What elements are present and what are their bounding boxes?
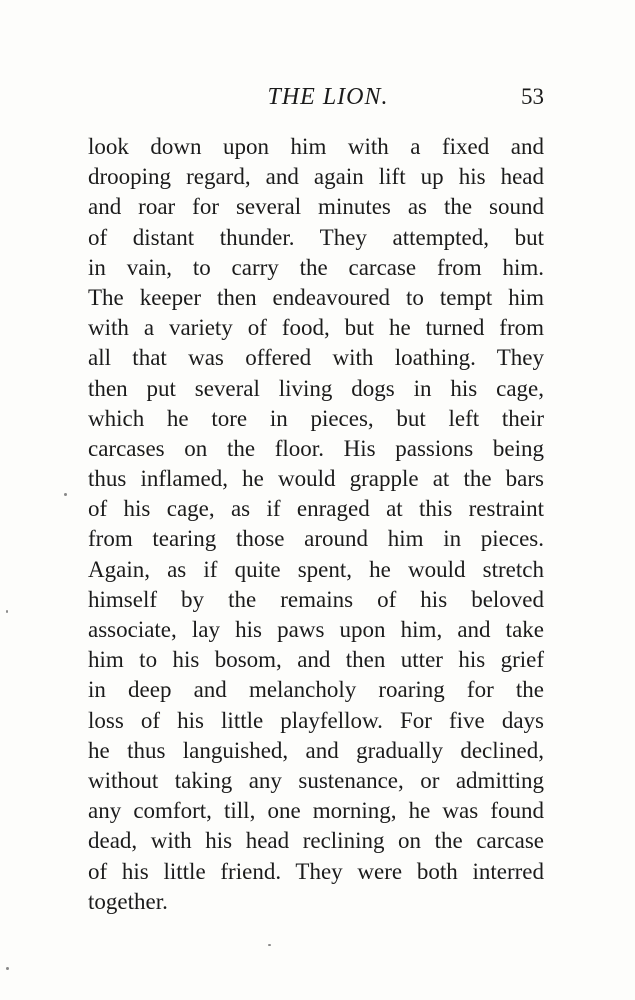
paper-speck — [64, 493, 67, 496]
text-line: him to his bosom, and then utter his grief — [88, 647, 544, 673]
text-line: carcases on the floor. His passions being — [88, 435, 544, 461]
text-line: then put several living dogs in his cage, — [88, 375, 544, 401]
text-line: of his cage, as if enraged at this restraint — [88, 496, 544, 522]
text-line: associate, lay his paws upon him, and take — [88, 617, 544, 642]
text-line: all that was offered with loathing. They — [88, 345, 544, 371]
paper-speck — [6, 967, 9, 970]
text-line: Again, as if quite spent, he would stretch — [88, 556, 544, 582]
running-head — [88, 84, 544, 118]
page-number: 53 — [521, 84, 544, 109]
text-line: drooping regard, and again lift up his head — [88, 164, 544, 190]
text-line: together. — [88, 888, 168, 914]
text-line: of his little friend. They were both interred — [88, 858, 544, 884]
text-line: with a variety of food, but he turned from — [88, 315, 544, 341]
text-line: in deep and melancholy roaring for the — [88, 677, 544, 703]
text-line: thus inflamed, he would grapple at the bars — [88, 466, 544, 492]
paper-speck — [268, 944, 271, 946]
text-line: The keeper then endeavoured to tempt him — [88, 284, 544, 310]
paper-speck — [6, 610, 8, 613]
text-line: in vain, to carry the carcase from him. — [88, 254, 544, 280]
body-text — [88, 132, 544, 917]
text-line: from tearing those around him in pieces. — [88, 526, 544, 552]
running-title: THE LION. — [267, 84, 389, 110]
text-line: dead, with his head reclining on the carcase — [88, 828, 544, 854]
text-line: look down upon him with a fixed and — [88, 134, 544, 159]
text-line: without taking any sustenance, or admitting — [88, 767, 544, 793]
text-line: any comfort, till, one morning, he was found — [88, 798, 544, 824]
text-line: he thus languished, and gradually declined, — [88, 737, 544, 763]
text-line: loss of his little playfellow. For five days — [88, 707, 544, 733]
text-line: and roar for several minutes as the sound — [88, 194, 544, 220]
text-line: of distant thunder. They attempted, but — [88, 224, 544, 250]
text-line: himself by the remains of his beloved — [88, 586, 544, 612]
text-line: which he tore in pieces, but left their — [88, 405, 544, 431]
